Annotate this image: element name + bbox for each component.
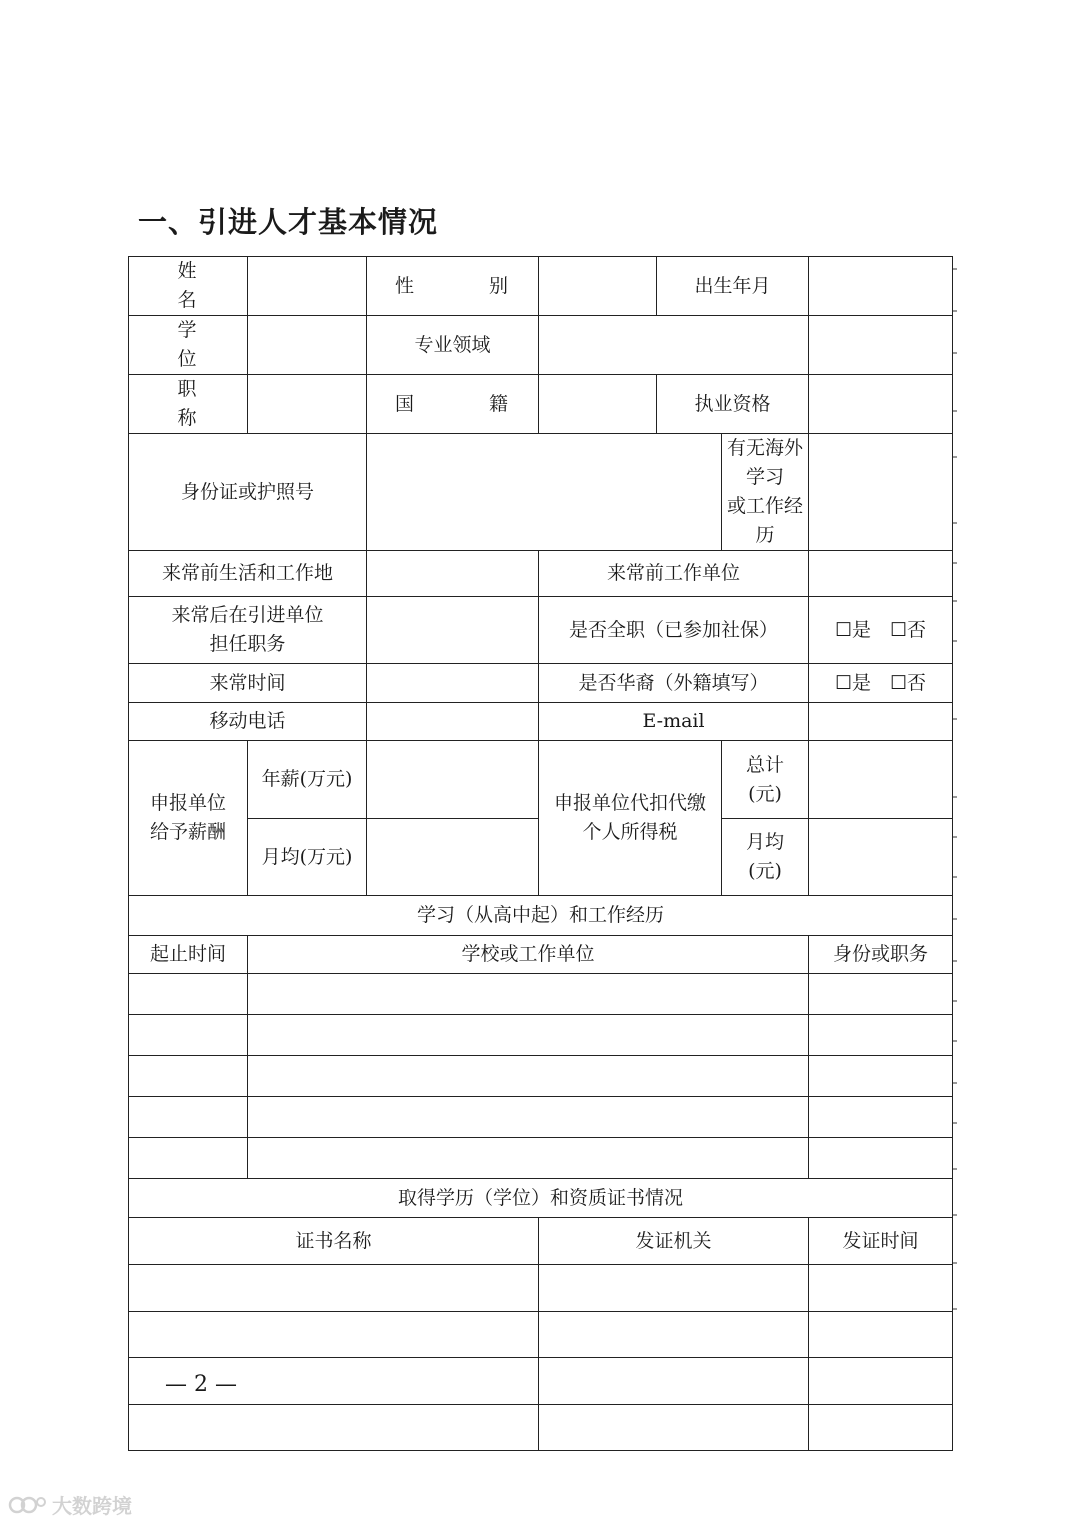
label-monthly-salary: 月均(万元) — [248, 819, 367, 896]
cert-name-cell[interactable] — [129, 1312, 539, 1358]
label-field: 专业领域 — [367, 316, 539, 375]
label-qualification: 执业资格 — [657, 375, 809, 434]
label-gender: 性 别 — [367, 257, 539, 316]
cert-issuer-cell[interactable] — [539, 1405, 809, 1451]
history-row — [129, 1097, 953, 1138]
talent-info-table — [128, 256, 953, 1451]
history-col-role: 身份或职务 — [809, 936, 953, 974]
history-role-cell[interactable] — [809, 1138, 953, 1179]
label-total: 总计 (元) — [722, 741, 809, 819]
label-post: 来常后在引进单位 担任职务 — [129, 597, 367, 664]
label-id-number: 身份证或护照号 — [129, 434, 367, 551]
field-total[interactable] — [809, 741, 953, 819]
field-id-number[interactable] — [367, 434, 722, 551]
watermark-text: 大数跨境 — [52, 1494, 132, 1518]
cert-issuer-cell[interactable] — [539, 1358, 809, 1405]
history-role-cell[interactable] — [809, 1097, 953, 1138]
cert-issuer-cell[interactable] — [539, 1312, 809, 1358]
cert-row — [129, 1358, 953, 1405]
field-annual-salary[interactable] — [367, 741, 539, 819]
field-prev-employer[interactable] — [809, 551, 953, 597]
field-field[interactable] — [539, 316, 809, 375]
label-mobile: 移动电话 — [129, 703, 367, 741]
history-period-cell[interactable] — [129, 1015, 248, 1056]
certs-title: 取得学历（学位）和资质证书情况 — [129, 1179, 953, 1218]
history-role-cell[interactable] — [809, 1056, 953, 1097]
field-email[interactable] — [809, 703, 953, 741]
cert-issuer-cell[interactable] — [539, 1265, 809, 1312]
label-name: 姓 名 — [129, 257, 248, 316]
label-fulltime: 是否全职（已参加社保） — [539, 597, 809, 664]
checkbox-fulltime[interactable]: ☐是 ☐否 — [809, 597, 953, 664]
page-number: — 2 — — [165, 1372, 237, 1397]
cert-row — [129, 1265, 953, 1312]
label-birth: 出生年月 — [657, 257, 809, 316]
field-overseas[interactable] — [809, 434, 953, 551]
cert-row — [129, 1312, 953, 1358]
field-nationality[interactable] — [539, 375, 657, 434]
history-school-cell[interactable] — [248, 974, 809, 1015]
field-name[interactable] — [248, 257, 367, 316]
label-annual-salary: 年薪(万元) — [248, 741, 367, 819]
watermark-logo-icon — [8, 1494, 48, 1516]
label-title: 职 称 — [129, 375, 248, 434]
certs-col-date: 发证时间 — [809, 1218, 953, 1265]
label-tax-group: 申报单位代扣代缴 个人所得税 — [539, 741, 722, 896]
field-prev-location[interactable] — [367, 551, 539, 597]
cert-name-cell[interactable] — [129, 1265, 539, 1312]
history-row — [129, 1056, 953, 1097]
watermark — [8, 1490, 132, 1519]
cert-name-cell[interactable] — [129, 1405, 539, 1451]
cert-date-cell[interactable] — [809, 1265, 953, 1312]
field-qualification[interactable] — [809, 375, 953, 434]
field-birth[interactable] — [809, 257, 953, 316]
label-prev-location: 来常前生活和工作地 — [129, 551, 367, 597]
field-gender[interactable] — [539, 257, 657, 316]
label-arrival: 来常时间 — [129, 664, 367, 703]
checkbox-chinese-origin[interactable]: ☐是 ☐否 — [809, 664, 953, 703]
section-heading: 一、引进人才基本情况 — [138, 205, 439, 239]
field-title[interactable] — [248, 375, 367, 434]
history-row — [129, 1015, 953, 1056]
field-field-extra[interactable] — [809, 316, 953, 375]
history-school-cell[interactable] — [248, 1097, 809, 1138]
label-salary-group: 申报单位 给予薪酬 — [129, 741, 248, 896]
history-period-cell[interactable] — [129, 1097, 248, 1138]
label-email: E-mail — [539, 703, 809, 741]
field-monthly-salary[interactable] — [367, 819, 539, 896]
history-col-school: 学校或工作单位 — [248, 936, 809, 974]
history-role-cell[interactable] — [809, 974, 953, 1015]
cert-date-cell[interactable] — [809, 1312, 953, 1358]
field-post[interactable] — [367, 597, 539, 664]
label-nationality: 国 籍 — [367, 375, 539, 434]
label-prev-employer: 来常前工作单位 — [539, 551, 809, 597]
label-chinese-origin: 是否华裔（外籍填写） — [539, 664, 809, 703]
field-degree[interactable] — [248, 316, 367, 375]
history-school-cell[interactable] — [248, 1056, 809, 1097]
history-col-period: 起止时间 — [129, 936, 248, 974]
history-period-cell[interactable] — [129, 974, 248, 1015]
history-row — [129, 1138, 953, 1179]
certs-col-name: 证书名称 — [129, 1218, 539, 1265]
history-period-cell[interactable] — [129, 1138, 248, 1179]
certs-col-issuer: 发证机关 — [539, 1218, 809, 1265]
field-arrival[interactable] — [367, 664, 539, 703]
cert-date-cell[interactable] — [809, 1358, 953, 1405]
field-monthly-avg[interactable] — [809, 819, 953, 896]
field-mobile[interactable] — [367, 703, 539, 741]
label-monthly-avg: 月均 (元) — [722, 819, 809, 896]
history-role-cell[interactable] — [809, 1015, 953, 1056]
history-title: 学习（从高中起）和工作经历 — [129, 896, 953, 936]
cert-row — [129, 1405, 953, 1451]
history-period-cell[interactable] — [129, 1056, 248, 1097]
history-row — [129, 974, 953, 1015]
history-school-cell[interactable] — [248, 1138, 809, 1179]
cert-date-cell[interactable] — [809, 1405, 953, 1451]
label-overseas: 有无海外学习 或工作经历 — [722, 434, 809, 551]
label-degree: 学 位 — [129, 316, 248, 375]
history-school-cell[interactable] — [248, 1015, 809, 1056]
